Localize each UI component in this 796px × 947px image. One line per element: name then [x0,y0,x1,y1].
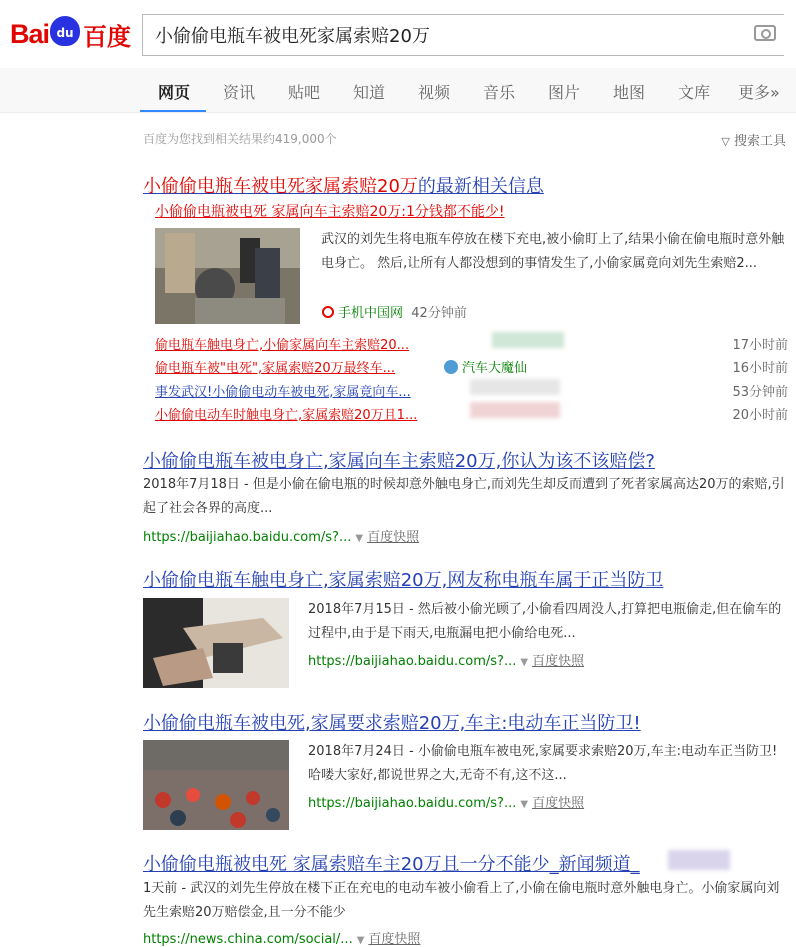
news-abstract: 武汉的刘先生将电瓶车停放在楼下充电,被小偷盯上了,结果小偷在偷电瓶时意外触电身亡。 然后,让所有人都没想到的事情发生了,小偷家属竟向刘先生索赔2... [321,232,785,271]
result-title[interactable]: 小偷偷电瓶被电死 家属索赔车主20万且一分不能少_新闻频道_ [143,854,640,875]
tab-music[interactable]: 音乐 [483,83,516,102]
nav-tabs [0,68,796,113]
thumbnail-image [143,740,289,830]
news-thumbnail[interactable] [155,228,300,324]
logo-text-bai: Bai [10,18,50,49]
news-headline[interactable]: 小偷偷电瓶被电死 家属向车主索赔20万:1分钱都不能少! [155,204,505,220]
dropdown-arrow-icon[interactable]: ▼ [520,657,529,668]
news-item[interactable]: 偷电瓶车触电身亡,小偷家属向车主索赔20... [155,338,410,353]
source-avatar-icon [444,360,458,374]
result-thumbnail[interactable] [143,740,289,830]
dropdown-arrow-icon[interactable]: ▼ [520,799,529,810]
snapshot-link[interactable]: 百度快照 [532,796,585,811]
blurred-source [470,402,560,418]
news-item[interactable]: 小偷偷电动车时触电身亡,家属索赔20万且1... [155,408,418,423]
thumbnail-image [143,598,289,688]
tab-images[interactable]: 图片 [548,83,581,102]
result-title[interactable]: 小偷偷电瓶车被电身亡,家属向车主索赔20万,你认为该不该赔偿? [143,451,655,472]
news-source: 手机中国网 42分钟前 [322,302,467,321]
blurred-source [470,379,560,395]
snapshot-link[interactable]: 百度快照 [368,932,421,947]
news-item[interactable]: 偷电瓶车被"电死",家属索赔20万最终车... [155,361,396,376]
result-abstract: 2018年7月24日 - 小偷偷电瓶车被电死,家属要求索赔20万,车主:电动车正当防卫! 哈喽大家好,都说世界之大,无奇不有,这不这... [308,744,778,783]
baidu-logo[interactable] [10,14,131,54]
source-logo-icon [322,306,334,318]
search-box [142,14,784,56]
news-block-title[interactable]: 小偷偷电瓶车被电死家属索赔20万的最新相关信息 [143,176,544,197]
result-url: https://news.china.com/social/... ▼ 百度快照 [143,932,421,947]
result-abstract: 1天前 - 武汉的刘先生停放在楼下正在充电的电动车被小偷看上了,小偷在偷电瓶时意外触电身亡。小偷家属向刘先生索赔20万赔偿金,且一分不能少 [143,881,780,920]
search-tools-button[interactable]: ▽ 搜索工具 [721,134,786,149]
result-thumbnail[interactable] [143,598,289,688]
result-abstract: 2018年7月18日 - 但是小偷在偷电瓶的时候却意外触电身亡,而刘先生却反而遭到了死者家属高达20万的索赔,引起了社会各界的高度... [143,477,785,516]
result-url: https://baijiahao.baidu.com/s?... ▼ 百度快照 [308,654,585,669]
tab-wenku[interactable]: 文库 [678,83,711,102]
result-title[interactable]: 小偷偷电瓶车被电死,家属要求索赔20万,车主:电动车正当防卫! [143,713,641,734]
snapshot-link[interactable]: 百度快照 [367,530,420,545]
header [0,0,796,68]
result-url: https://baijiahao.baidu.com/s?... ▼ 百度快照 [308,796,585,811]
blurred-source [492,332,564,348]
tab-video[interactable]: 视频 [418,83,451,102]
result-url: https://baijiahao.baidu.com/s?... ▼ 百度快照 [143,530,420,545]
result-abstract: 2018年7月15日 - 然后被小偷光顾了,小偷看四周没人,打算把电瓶偷走,但在偷车的过程中,由于是下雨天,电瓶漏电把小偷给电死... [308,602,782,641]
tab-map[interactable]: 地图 [613,83,646,102]
blurred-title-suffix [668,850,730,870]
camera-icon[interactable] [754,25,776,41]
result-count: 百度为您找到相关结果约419,000个 [143,132,337,146]
thumbnail-image [155,228,300,324]
tab-news[interactable]: 资讯 [223,83,256,102]
tab-zhidao[interactable]: 知道 [353,83,386,102]
news-item-time: 16小时前 [732,361,788,376]
dropdown-arrow-icon[interactable]: ▼ [356,935,365,946]
active-tab-indicator [140,110,206,112]
dropdown-arrow-icon[interactable]: ▼ [355,533,364,544]
search-input[interactable] [153,15,737,55]
news-item[interactable]: 事发武汉!小偷偷电动车被电死,家属竟向车... [155,385,411,400]
news-item-time: 17小时前 [732,338,788,353]
tab-web[interactable]: 网页 [158,83,191,102]
news-item-time: 53分钟前 [732,385,788,400]
result-title[interactable]: 小偷偷电瓶车触电身亡,家属索赔20万,网友称电瓶车属于正当防卫 [143,570,664,591]
logo-text-cn: 百度 [83,22,132,51]
logo-paw-icon: du [50,16,80,46]
tab-more[interactable]: 更多» [738,83,780,102]
tab-tieba[interactable]: 贴吧 [288,83,321,102]
news-item-source: 汽车大魔仙 [444,357,527,376]
news-item-time: 20小时前 [732,408,788,423]
snapshot-link[interactable]: 百度快照 [532,654,585,669]
funnel-icon: ▽ [721,135,730,148]
